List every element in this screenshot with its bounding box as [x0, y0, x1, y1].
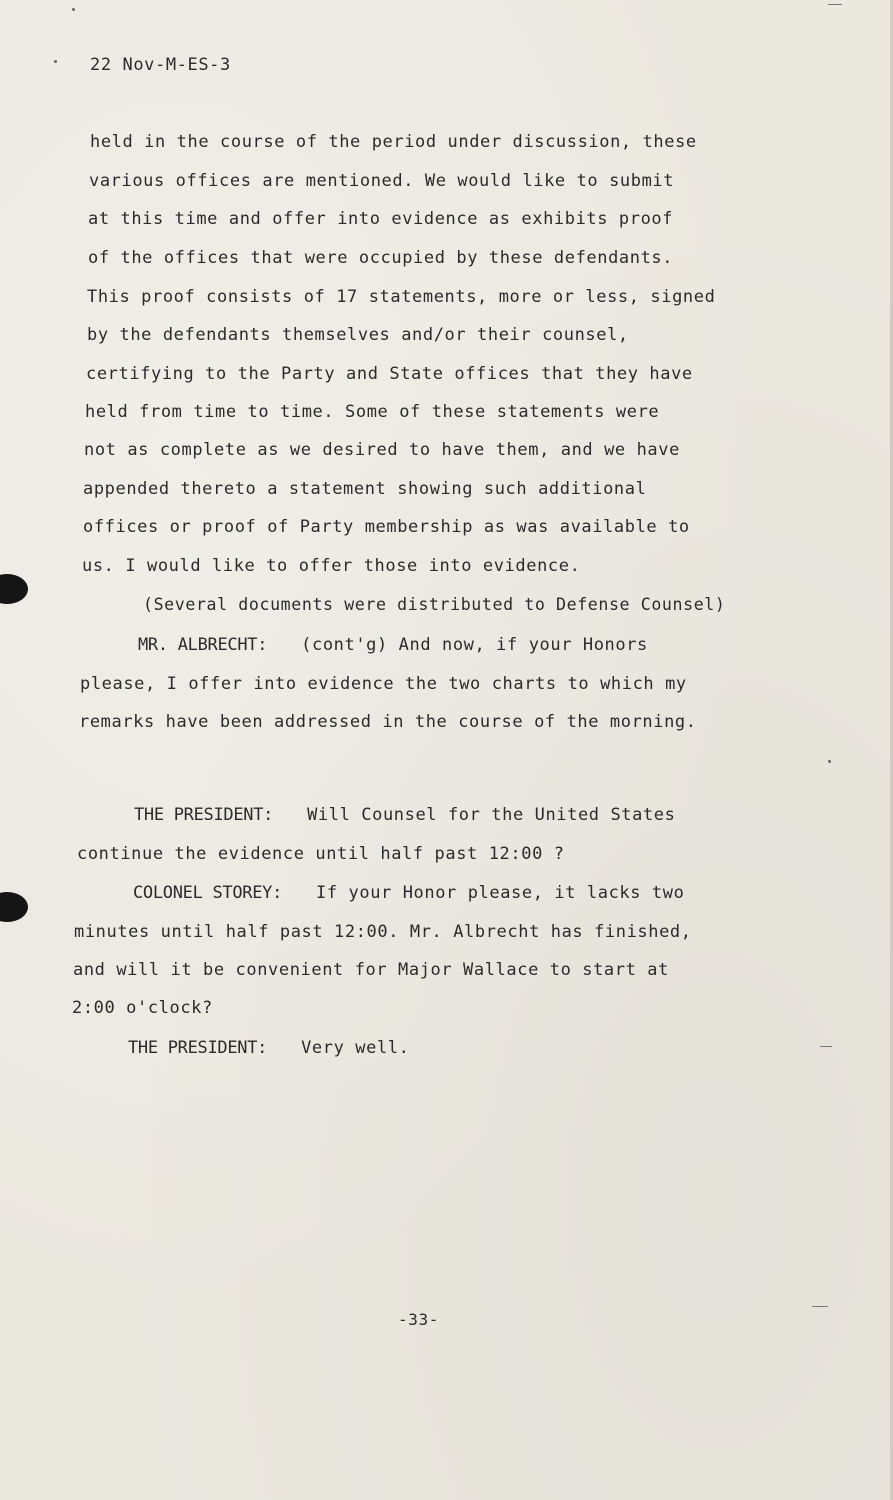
body-line: held in the course of the period under discussion, these: [90, 132, 697, 152]
stray-mark: [828, 760, 831, 763]
testimony-president-second: [128, 1040, 409, 1057]
punch-hole: [0, 892, 28, 922]
speech-text: Will Counsel for the United States: [307, 805, 676, 825]
testimony-storey-first-line: [133, 885, 684, 902]
body-line: appended thereto a statement showing such additional: [83, 479, 647, 499]
speaker-label: THE PRESIDENT:: [128, 1038, 268, 1058]
page-number: -33-: [398, 1310, 439, 1329]
body-line: by the defendants themselves and/or their counsel,: [87, 325, 629, 345]
stray-mark: [812, 1306, 828, 1307]
body-line: This proof consists of 17 statements, more or less, signed: [87, 287, 716, 307]
body-line: not as complete as we desired to have them, and we have: [84, 440, 680, 460]
speaker-label: MR. ALBRECHT:: [138, 635, 268, 655]
stray-mark: [72, 8, 75, 11]
testimony-line: please, I offer into evidence the two charts to which my: [80, 674, 687, 694]
testimony-albrecht-first-line: [138, 637, 648, 654]
speaker-label: COLONEL STOREY:: [133, 883, 283, 903]
testimony-line: and will it be convenient for Major Wallace to start at: [73, 960, 669, 980]
speech-text: (cont'g) And now, if your Honors: [301, 635, 648, 655]
testimony-line: remarks have been addressed in the course of the morning.: [79, 712, 697, 732]
speaker-label: THE PRESIDENT:: [134, 805, 274, 825]
document-reference: 22 Nov-M-ES-3: [90, 55, 231, 75]
testimony-line: continue the evidence until half past 12:00 ?: [77, 844, 565, 864]
testimony-line: minutes until half past 12:00. Mr. Albrecht has finished,: [74, 922, 692, 942]
testimony-president-first-line: [134, 807, 675, 824]
body-line: at this time and offer into evidence as exhibits proof: [88, 209, 674, 229]
stray-mark: [54, 60, 57, 63]
distribution-note: (Several documents were distributed to Defense Counsel): [143, 595, 726, 614]
punch-hole: [0, 574, 28, 604]
body-line: held from time to time. Some of these statements were: [85, 402, 660, 422]
body-line: us. I would like to offer those into evidence.: [82, 556, 581, 576]
body-line: offices or proof of Party membership as was available to: [83, 517, 690, 537]
body-line: certifying to the Party and State offices that they have: [86, 364, 693, 384]
speech-text: If your Honor please, it lacks two: [316, 883, 685, 903]
stray-mark: [828, 4, 842, 5]
body-line: various offices are mentioned. We would like to submit: [89, 171, 675, 191]
speech-text: Very well.: [301, 1038, 410, 1058]
stray-mark: [820, 1046, 832, 1047]
body-line: of the offices that were occupied by these defendants.: [88, 248, 674, 268]
testimony-line: 2:00 o'clock?: [72, 998, 213, 1018]
